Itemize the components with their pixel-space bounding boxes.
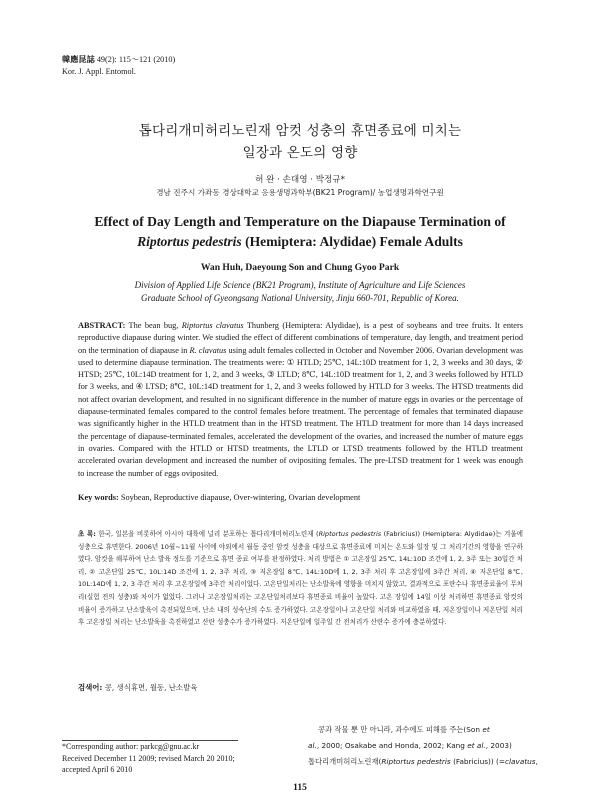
english-keywords — [78, 492, 523, 504]
abstract-text-c: using adult females collected in October and November 2006. Ovarian development was used to determine diapause termination. The treatments were: ① HTLD; 25℃, 14L:10D treatment for 1, 2, 3 weeks and 30 days, ② HTSD; 25℃, 10L:14D treatment for 1, 2, and 3 weeks, ③ LTLD; 8℃, 14L:10D treatment for 1, 2, and 3 weeks followed by HTLD for 3 weeks, and ④ LTSD; 8℃, 10L:14D treatment for 1, 2, and 3 weeks followed by HTLD for 3 weeks. The HTSD treatments did not affect ovarian development, and resulted in no significant difference in the number of mature eggs in ovaries or the percentage of diapause-terminated females compared to the control females before treatment. The percentage of females that terminated diapause was significantly higher in the HTLD treatment than in the HTSD treatment. The HTLD treatment for more than 14 days increased the percentage of diapause-terminated females, accelerated the development of the ovaries, and increased the number of mature eggs in ovaries. Compared with the HTLD or HTSD treatments, the LTLD or LTSD treatments followed by the HTLD treatment accelerated ovarian development and increased the number of ovipositing females. The pre-LTSD treatment for 1 week was enough to increase the number of eggs oviposited. — [78, 345, 523, 478]
journal-name-en: Kor. J. Appl. Entomol. — [62, 67, 136, 76]
body-line-3-c: , — [535, 757, 538, 766]
body-line-1 — [318, 722, 554, 738]
korean-abstract-text-a: 한국, 일본을 비롯하여 아시아 대륙에 널리 분포하는 톱다리개미허리노린재 ( — [95, 530, 319, 538]
abstract-species-1: Riptortus clavatus — [181, 321, 244, 330]
accepted-date: accepted April 6 2010 — [62, 765, 133, 774]
abstract-text-b: Thunberg (Hemiptera: Alydidae), is a pest of soybeans and tree fruits. It enters reproductive diapause during winter. We studied the effect of different combinations of temperature, day length, and treatment period on the termination of diapause in — [78, 321, 523, 355]
journal-citation — [62, 54, 175, 65]
body-line-1-etal: et — [482, 725, 490, 734]
korean-abstract — [78, 528, 523, 629]
english-affiliation-line2: Graduate School of Gyeongsang National University, Jinju 660-701, Republic of Korea. — [141, 293, 459, 303]
body-line-2-end: , 2003) — [485, 741, 512, 750]
body-line-2-etal2: et al. — [467, 741, 486, 750]
korean-title-line2: 일장과 온도의 영향 — [242, 145, 358, 161]
title-rest: (Hemiptera: Alydidae) Female Adults — [241, 234, 463, 249]
abstract-species-2: R. clavatus — [189, 345, 227, 355]
korean-keywords-label: 검색어: — [78, 683, 103, 692]
korean-authors: 허 완 · 손대영 · 박정규* — [255, 175, 345, 185]
english-abstract — [78, 320, 523, 480]
footnote-rule — [62, 740, 238, 741]
english-authors: Wan Huh, Daeyoung Son and Chung Gyoo Park — [200, 262, 400, 273]
journal-name-kr: 韓應昆誌 — [62, 54, 95, 64]
english-title-line2 — [40, 232, 560, 252]
abstract-text-a: The bean bug, — [125, 321, 182, 330]
received-dates: Received December 11 2009; revised March 20 2010; — [62, 754, 235, 763]
keywords-text: Soybean, Reproductive diapause, Over-wintering, Ovarian development — [118, 493, 361, 502]
title-species-name: Riptortus pedestris — [137, 234, 242, 249]
english-title-line1: Effect of Day Length and Temperature on the Diapause Termination of — [94, 214, 506, 229]
english-affiliation-line1: Division of Applied Life Science (BK21 Program), Institute of Agriculture and Life Sciences — [134, 280, 466, 290]
body-line-3-species2: clavatus — [505, 757, 536, 766]
body-line-1-text: 콩과 작물 뿐 만 아니라, 과수에도 피해를 주는(Son — [318, 725, 483, 734]
korean-keywords — [78, 682, 523, 693]
body-line-2-text: , 2000; Osakabe and Honda, 2002; Kang — [316, 741, 468, 750]
body-line-2 — [308, 738, 544, 754]
body-line-3 — [308, 754, 544, 770]
body-line-3-b: (Fabricius)) (= — [450, 757, 506, 766]
korean-abstract-label: 초 록: — [78, 530, 96, 538]
abstract-label: ABSTRACT: — [78, 321, 126, 330]
corresponding-author: *Corresponding author: parkcg@gnu.ac.kr — [62, 742, 200, 751]
citation-volume: 49(2): 115～121 (2010) — [96, 55, 176, 64]
korean-affiliation: 경남 진주시 가좌동 경상대학교 응용생명과학부(BK21 Program)/ 농업생명과학연구원 — [156, 188, 444, 197]
korean-abstract-species: Riptortus pedestris — [318, 530, 382, 538]
korean-title-line1: 톱다리개미허리노린재 암컷 성충의 휴면종료에 미치는 — [138, 123, 462, 139]
body-line-3-a: 톱다리개미허리노린재( — [308, 757, 382, 766]
body-line-2-etal: al. — [308, 741, 317, 750]
keywords-label: Key words: — [78, 493, 119, 502]
page-number: 115 — [293, 783, 307, 793]
korean-keywords-text: 콩, 생식휴면, 월동, 난소발육 — [102, 683, 198, 692]
body-line-3-species: Riptortus pedestris — [381, 757, 451, 766]
korean-abstract-text-b: (Fabricius)) (Hemiptera: Alydidae)는 겨울에 성충으로 휴면한다. 2006년 10월~11월 사이에 야외에서 월동 중인 암컷 성충을 대상으로 휴면종료에 미치는 온도와 일장 및 그 처리기간의 영향을 연구하였다. 암컷을 해부하여 난소 발육 정도를 기준으로 휴면 종료 여부를 판정하였다. 처리 방법은 ① 고온장일 25℃, 14L:10D 조건에 1, 2, 3주 또는 30일간 처리, ② 고온단일 25℃, 10L:14D 조건에 1, 2, 3주 처리, ③ 저온장일 8℃, 14L:10D에 1, 2, 3주 처리 후 고온장일에 3주간 처리, ④ 저온단일 8℃, 10L:14D에 1, 2, 3 주간 처리 후 고온장일에 3주간 처리이었다. 고온단일처리는 난소발육에 영향을 미치지 않았고, 결과적으로 포란수나 휴면종료율이 무처리(실험 전의 성충)와 차이가 없었다. 그러나 고온장일처리는 고온단일처리보다 휴면종료 비율이 높았다. 고온 장일에 14일 이상 처리하면 휴면종료 암컷의 비율이 증가하고 난소발육이 촉진되었으며, 난소 내의 성숙난의 수도 증가하였다. 고온장일이나 고온단일 처리와 비교하였을 때, 저온장일이나 저온단일 처리 후 고온장일 처리는 난소발육을 촉진하였고 산란 성충수가 증가하였다. 저온단일에 일주일 간 전처리가 산란수 증가에 충분하였다. — [78, 530, 523, 627]
